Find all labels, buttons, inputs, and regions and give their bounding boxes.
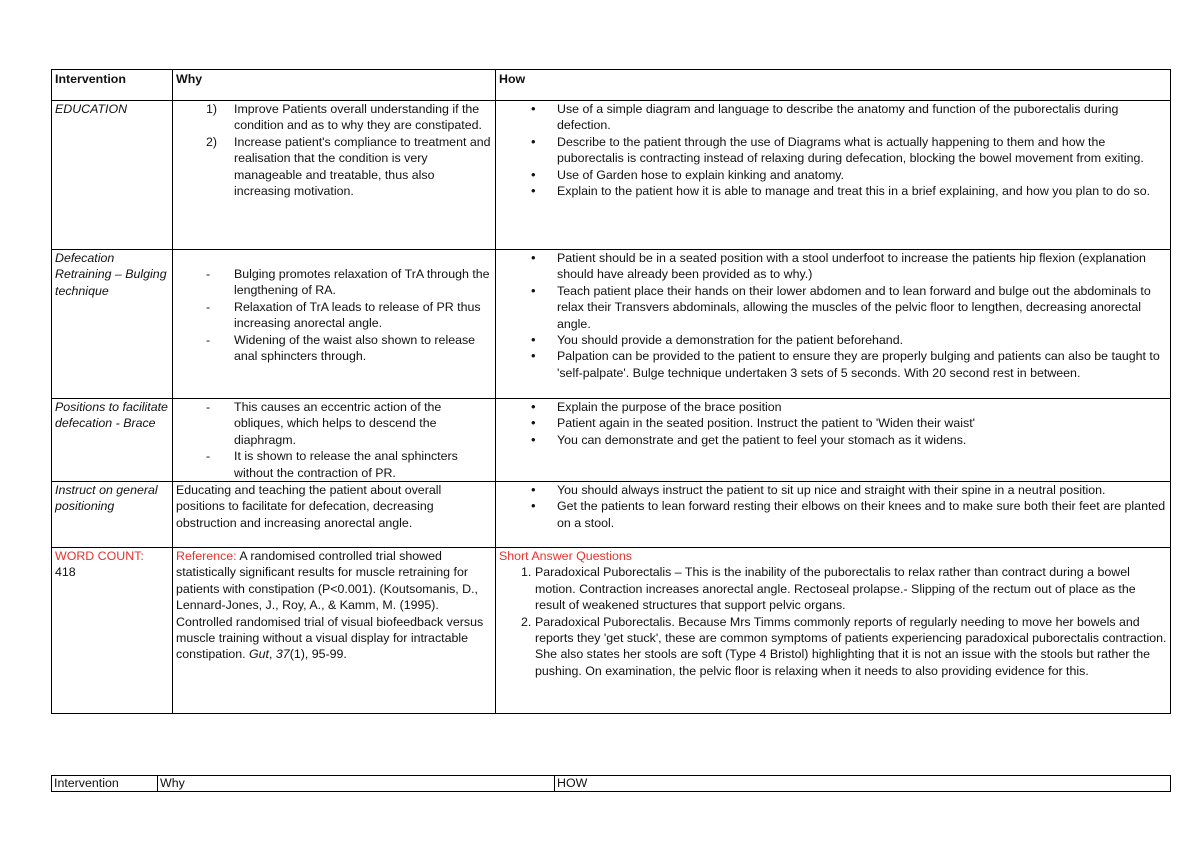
list-item: • Get the patients to lean forward resting their elbows on their knees and to make sure both their feet are planted on a stool.: [531, 498, 1166, 530]
brace-how: [496, 399, 1171, 482]
list-item: • Describe to the patient through the use of Diagrams what is actually happening to them and how the puborectalis is contracting instead of relaxing during defecation, blocking the bowel movement from exiting.: [531, 133, 1144, 166]
general-why: Educating and teaching the patient about overall positions to facilitate for defecation, decreasing obstruction and increasing anorectal angle.: [173, 482, 496, 548]
general-label: Instruct on general positioning: [52, 482, 173, 548]
list-item: • You should provide a demonstration for the patient beforehand.: [531, 332, 904, 348]
brace-label: Positions to facilitate defecation - Brace: [52, 399, 173, 482]
list-item: • Explain the purpose of the brace position: [531, 399, 782, 414]
table-row: [52, 399, 1171, 482]
header-why: Why: [173, 70, 496, 101]
list-item: - It is shown to release the anal sphincters without the contraction of PR.: [206, 449, 458, 480]
reference-volume: 37: [275, 647, 290, 662]
list-item: - Widening of the waist also shown to release anal sphincters through.: [206, 332, 476, 364]
bottom-header-why: Why: [158, 776, 555, 792]
list-item: • Use of Garden hose to explain kinking and anatomy.: [531, 166, 844, 182]
table-row: [52, 548, 1171, 714]
bottom-header-intervention: Intervention: [52, 776, 158, 792]
word-count-label: WORD COUNT:: [55, 549, 144, 564]
blank-intervention-table: [51, 775, 1171, 792]
general-how: [496, 482, 1171, 548]
list-item: • You should always instruct the patient to sit up nice and straight with their spine in a neutral position.: [531, 482, 1106, 498]
list-item: - This causes an eccentric action of the obliques, which helps to descend the diaphragm.: [206, 400, 442, 447]
short-answer-cell: [496, 548, 1171, 714]
reference-journal: Gut: [249, 647, 269, 662]
table-row: [52, 482, 1171, 548]
list-item: • Teach patient place their hands on their lower abdomen and to lean forward and bulge out the abdominals to relax their Transvers abdominals, allowing the muscles of the pelvic floor to lengthen, decreasing anorectal angle.: [531, 282, 1151, 331]
reference-cell: Reference: A randomised controlled trial showed statistically significant results for muscle retraining for patients with constipation (P<0.001). (Koutsomanis, D., Lennard-Jones, J., Roy, A., & Kamm, M. (1995). Controlled randomised trial of visual biofeedback versus muscle training without a visual display for intractable constipation. Gut, 37(1), 95-99.: [173, 548, 496, 714]
list-item: • Explain to the patient how it is able to manage and treat this in a brief explaining, and how you plan to do so.: [531, 183, 1151, 199]
reference-label: Reference:: [176, 549, 237, 564]
list-item: • You can demonstrate and get the patient to feel your stomach as it widens.: [531, 431, 967, 447]
list-item: • Use of a simple diagram and language to describe the anatomy and function of the puborectalis during defection.: [531, 101, 1119, 133]
table-row: [52, 250, 1171, 399]
list-item: • Patient again in the seated position. Instruct the patient to 'Widen their waist': [531, 415, 975, 431]
list-item: • Patient should be in a seated position with a stool underfoot to increase the patients hip flexion (explanation should have already been provided as to why.): [531, 250, 1146, 282]
education-label: EDUCATION: [52, 101, 173, 250]
defecation-how: [496, 250, 1171, 399]
education-how: [496, 101, 1171, 250]
short-answer-title: Short Answer Questions: [499, 549, 632, 564]
list-item: 1. Paradoxical Puborectalis – This is the inability of the puborectalis to relax rather than contract during a bowel motion. Contraction increases anorectal angle. Rectoseal prolapse.- Slipping of the rectum out of place as the result of weakened structures that support pelvic organs.: [521, 565, 1136, 613]
table-header-row: [52, 776, 1171, 792]
defecation-label: Defecation Retraining – Bulging technique: [52, 250, 173, 399]
reference-text: A randomised controlled trial showed statistically significant results for muscle retraining for patients with constipation (P<0.001). (Koutsomanis, D., Lennard-Jones, J., Roy, A., & Kamm, M. (1995). Controlled randomised trial of visual biofeedback versus muscle training without a visual display for intractable constipation.: [176, 549, 484, 662]
brace-why: [173, 399, 496, 482]
reference-pages: (1), 95-99.: [289, 647, 347, 662]
education-why: [173, 101, 496, 250]
header-how: How: [496, 70, 1171, 101]
table-header-row: [52, 70, 1171, 101]
table-row: [52, 101, 1171, 250]
intervention-table: [51, 69, 1171, 714]
list-item: 2. Paradoxical Puborectalis. Because Mrs Timms commonly reports of regularly needing to move her bowels and reports they 'get stuck', these are common symptoms of patients experiencing paradoxical puborectalis contraction. She also states her stools are soft (Type 4 Bristol) highlighting that it is not an issue with the stools but rather the pushing. On examination, the pelvic floor is relaxing when it needs to also providing evidence for this.: [521, 614, 1167, 678]
defecation-why: [173, 250, 496, 399]
word-count-value: 418: [55, 565, 76, 580]
list-item: - Relaxation of TrA leads to release of PR thus increasing anorectal angle.: [206, 299, 481, 331]
list-item: 1) Improve Patients overall understanding if the condition and as to why they are constipated.: [206, 102, 482, 133]
bottom-header-how: HOW: [555, 776, 1171, 792]
list-item: 2) Increase patient's compliance to treatment and realisation that the condition is very manageable and treatable, thus also increasing motivation.: [206, 134, 491, 199]
list-item: • Palpation can be provided to the patient to ensure they are properly bulging and patients can also be taught to 'self-palpate'. Bulge technique undertaken 3 sets of 5 seconds. With 20 second rest in between.: [531, 348, 1160, 380]
list-item: - Bulging promotes relaxation of TrA through the lengthening of RA.: [206, 267, 490, 298]
word-count-cell: [52, 548, 173, 714]
header-intervention: Intervention: [52, 70, 173, 101]
